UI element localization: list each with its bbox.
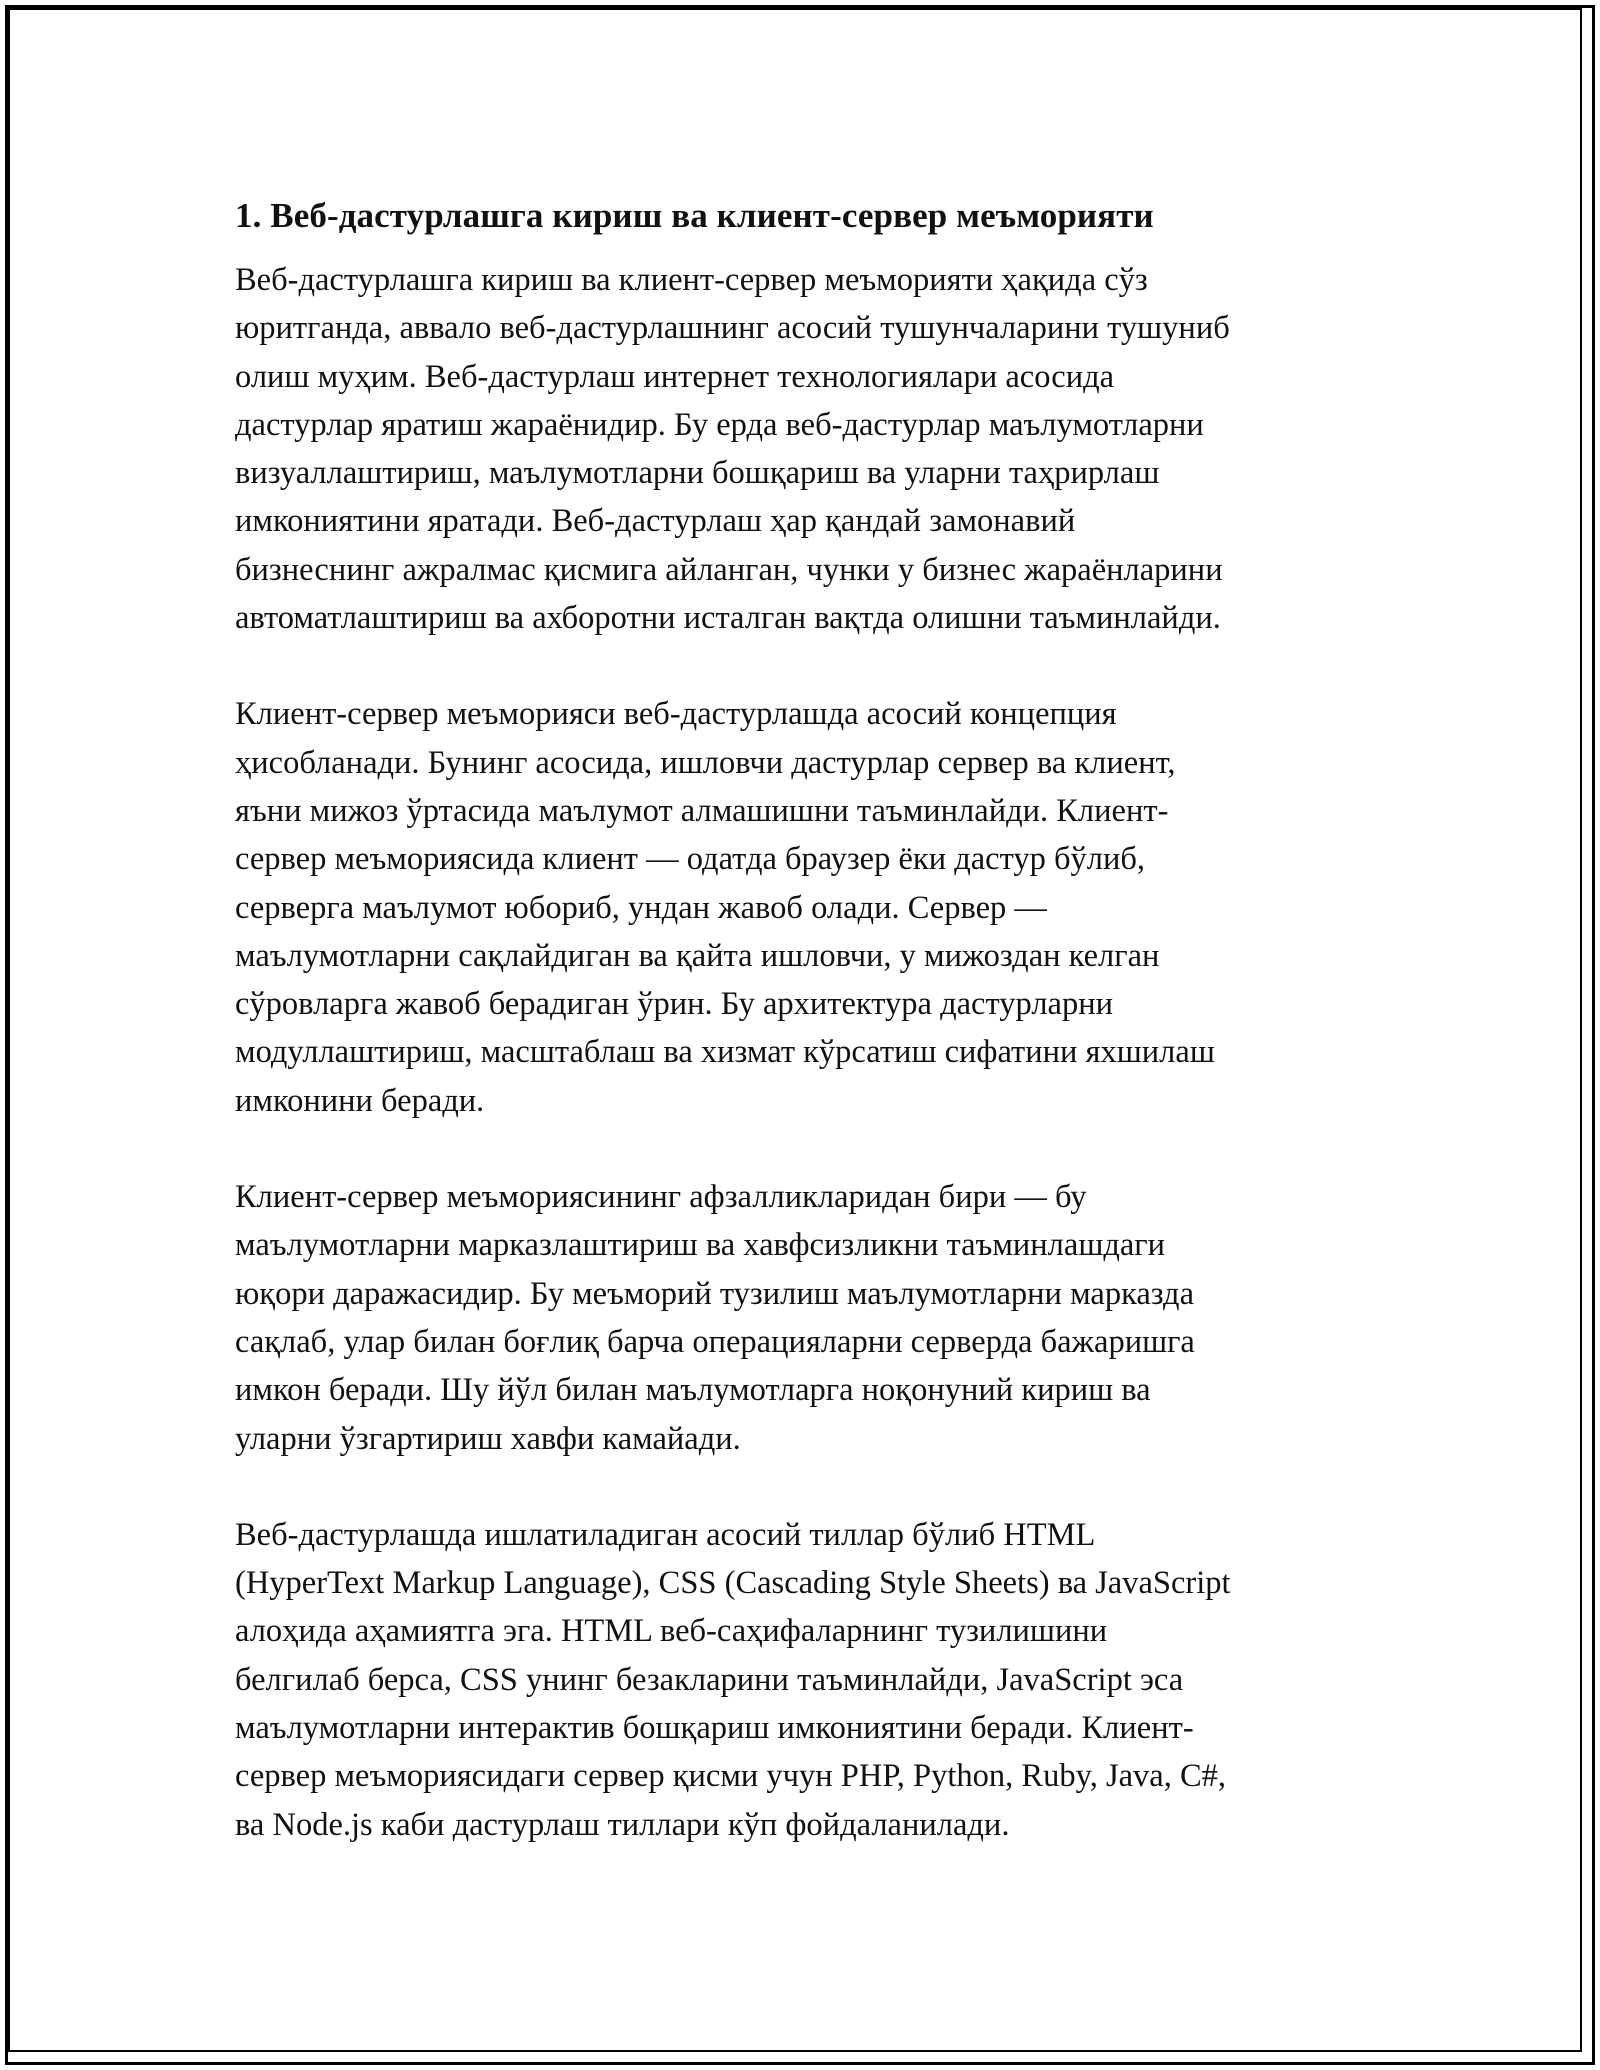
section-heading: 1. Веб-дастурлашга кириш ва клиент-сервер меъморияти <box>235 196 1154 235</box>
paragraph-intro: Веб-дастурлашга кириш ва клиент-сервер меъморияти ҳақида сўз юритганда, аввало веб-дастурлашнинг асосий тушунчаларини тушуниб олиш муҳим. Веб-дастурлаш интернет технологиялари асосида дастурлар яратиш жараёнидир. Бу ерда веб-дастурлар маълумотларни визуаллаштириш, маълумотларни бошқариш ва уларни таҳрирлаш имкониятини яратади. Веб-дастурлаш ҳар қандай замонавий бизнеснинг ажралмас қисмига айланган, чунки у бизнес жараёнларини автоматлаштириш ва ахборотни исталган вақтда олишни таъминлайди. <box>235 262 1230 637</box>
paragraph-languages: Веб-дастурлашда ишлатиладиган асосий тиллар бўлиб HTML (HyperText Markup Language), CSS (Cascading Style Sheets) ва JavaScript алоҳида аҳамиятга эга. HTML веб-саҳифаларнинг тузилишини белгилаб берса, CSS унинг безакларини таъминлайди, JavaScript эса маълумотларни интерактив бошқариш имкониятини беради. Клиент- сервер меъмориясидаги сервер қисми учун PHP, Python, Ruby, Java, C#, ва Node.js каби дастурлаш тиллари кўп фойдаланилади. <box>235 1516 1231 1843</box>
paragraph-client-server: Клиент-сервер меъморияси веб-дастурлашда асосий концепция ҳисобланади. Бунинг асосида, ишловчи дастурлар сервер ва клиент, яъни мижоз ўртасида маълумот алмашишни таъминлайди. Клиент- сервер меъмориясида клиент — одатда браузер ёки дастур бўлиб, серверга маълумот юбориб, ундан жавоб олади. Сервер — маълумотларни сақлайдиган ва қайта ишловчи, у мижоздан келган сўровларга жавоб берадиган ўрин. Бу архитектура дастурларни модуллаштириш, масштаблаш ва хизмат кўрсатиш сифатини яхшилаш имконини беради. <box>235 696 1215 1119</box>
document-body <box>235 190 1375 1897</box>
paragraph-advantages: Клиент-сервер меъмориясининг афзалликларидан бири — бу маълумотларни марказлаштириш ва хавфсизликни таъминлашдаги юқори даражасидир. Бу меъморий тузилиш маълумотларни марказда сақлаб, улар билан боғлиқ барча операцияларни серверда бажаришга имкон беради. Шу йўл билан маълумотларга ноқонуний кириш ва уларни ўзгартириш хавфи камайади. <box>235 1179 1195 1457</box>
